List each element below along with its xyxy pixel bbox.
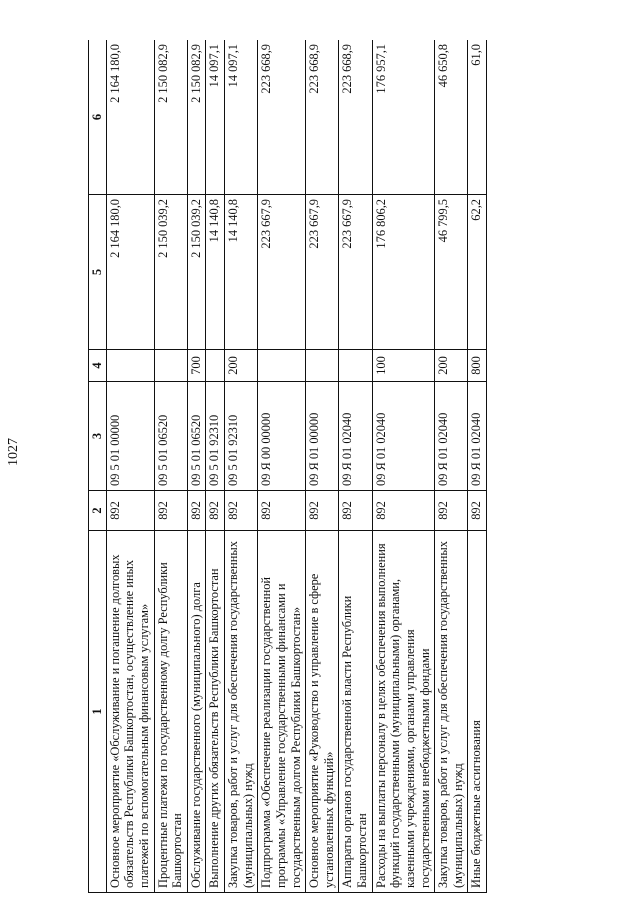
row-csr-cell: 09 Я 01 02040 bbox=[435, 382, 468, 491]
table-row bbox=[435, 40, 468, 893]
row-vr-cell bbox=[106, 350, 154, 382]
row-sum-6-cell: 223 668,9 bbox=[339, 40, 372, 195]
budget-table bbox=[88, 40, 487, 893]
row-sum-5-cell: 223 667,9 bbox=[339, 195, 372, 350]
row-csr-cell: 09 Я 00 00000 bbox=[258, 382, 306, 491]
column-header: 4 bbox=[89, 350, 107, 382]
column-header: 3 bbox=[89, 382, 107, 491]
row-vr-cell: 100 bbox=[372, 350, 435, 382]
row-sum-5-cell: 2 150 039,2 bbox=[154, 195, 187, 350]
row-ved-cell: 892 bbox=[154, 491, 187, 531]
row-name-cell: Основное мероприятие «Руководство и управление в сфере установленных функций» bbox=[306, 531, 339, 893]
column-header: 5 bbox=[89, 195, 107, 350]
row-csr-cell: 09 5 01 00000 bbox=[106, 382, 154, 491]
row-csr-cell: 09 Я 01 00000 bbox=[306, 382, 339, 491]
row-csr-cell: 09 5 01 06520 bbox=[187, 382, 206, 491]
row-csr-cell: 09 Я 01 02040 bbox=[372, 382, 435, 491]
row-vr-cell bbox=[339, 350, 372, 382]
row-sum-6-cell: 2 164 180,0 bbox=[106, 40, 154, 195]
row-name-cell: Обслуживание государственного (муниципального) долга bbox=[187, 531, 206, 893]
column-header: 6 bbox=[89, 40, 107, 195]
row-ved-cell: 892 bbox=[187, 491, 206, 531]
row-sum-5-cell: 2 150 039,2 bbox=[187, 195, 206, 350]
row-sum-6-cell: 61,0 bbox=[468, 40, 487, 195]
row-sum-5-cell: 223 667,9 bbox=[306, 195, 339, 350]
row-csr-cell: 09 5 01 06520 bbox=[154, 382, 187, 491]
row-sum-5-cell: 14 140,8 bbox=[206, 195, 225, 350]
row-sum-6-cell: 223 668,9 bbox=[306, 40, 339, 195]
row-name-cell: Процентные платежи по государственному долгу Республики Башкортостан bbox=[154, 531, 187, 893]
table-row bbox=[258, 40, 306, 893]
table-row bbox=[468, 40, 487, 893]
table-row bbox=[187, 40, 206, 893]
row-sum-5-cell: 46 799,5 bbox=[435, 195, 468, 350]
row-name-cell: Основное мероприятие «Обслуживание и погашение долговых обязательств Республики Башкортостан, осуществление иных платежей по вспомогательным финансовым услугам» bbox=[106, 531, 154, 893]
table-row bbox=[306, 40, 339, 893]
row-vr-cell bbox=[258, 350, 306, 382]
table-row bbox=[106, 40, 154, 893]
row-vr-cell bbox=[206, 350, 225, 382]
row-vr-cell: 700 bbox=[187, 350, 206, 382]
row-name-cell: Иные бюджетные ассигнования bbox=[468, 531, 487, 893]
row-sum-6-cell: 223 668,9 bbox=[258, 40, 306, 195]
row-sum-5-cell: 2 164 180,0 bbox=[106, 195, 154, 350]
row-csr-cell: 09 5 01 92310 bbox=[206, 382, 225, 491]
row-sum-5-cell: 223 667,9 bbox=[258, 195, 306, 350]
row-sum-6-cell: 14 097,1 bbox=[225, 40, 258, 195]
table-row bbox=[225, 40, 258, 893]
table-row bbox=[339, 40, 372, 893]
row-name-cell: Закупка товаров, работ и услуг для обеспечения государственных (муниципальных) нужд bbox=[435, 531, 468, 893]
row-ved-cell: 892 bbox=[339, 491, 372, 531]
table-row bbox=[206, 40, 225, 893]
row-ved-cell: 892 bbox=[372, 491, 435, 531]
row-sum-6-cell: 14 097,1 bbox=[206, 40, 225, 195]
row-ved-cell: 892 bbox=[468, 491, 487, 531]
row-sum-6-cell: 2 150 082,9 bbox=[187, 40, 206, 195]
row-name-cell: Выполнение других обязательств Республики Башкортостан bbox=[206, 531, 225, 893]
row-ved-cell: 892 bbox=[206, 491, 225, 531]
row-vr-cell: 200 bbox=[435, 350, 468, 382]
row-ved-cell: 892 bbox=[306, 491, 339, 531]
row-sum-6-cell: 176 957,1 bbox=[372, 40, 435, 195]
row-csr-cell: 09 5 01 92310 bbox=[225, 382, 258, 491]
row-vr-cell bbox=[154, 350, 187, 382]
row-name-cell: Аппараты органов государственной власти Республики Башкортостан bbox=[339, 531, 372, 893]
row-ved-cell: 892 bbox=[225, 491, 258, 531]
row-sum-6-cell: 2 150 082,9 bbox=[154, 40, 187, 195]
row-ved-cell: 892 bbox=[106, 491, 154, 531]
table-row bbox=[372, 40, 435, 893]
row-sum-5-cell: 14 140,8 bbox=[225, 195, 258, 350]
row-name-cell: Подпрограмма «Обеспечение реализации государственной программы «Управление государственными финансами и государственным долгом Республики Башкортостан» bbox=[258, 531, 306, 893]
row-ved-cell: 892 bbox=[435, 491, 468, 531]
row-name-cell: Расходы на выплаты персоналу в целях обеспечения выполнения функций государственными (муниципальными) органами, казенными учреждениями, органами управления государственными внебюджетными фондами bbox=[372, 531, 435, 893]
row-sum-6-cell: 46 650,8 bbox=[435, 40, 468, 195]
row-csr-cell: 09 Я 01 02040 bbox=[468, 382, 487, 491]
row-vr-cell: 200 bbox=[225, 350, 258, 382]
row-vr-cell bbox=[306, 350, 339, 382]
row-ved-cell: 892 bbox=[258, 491, 306, 531]
row-csr-cell: 09 Я 01 02040 bbox=[339, 382, 372, 491]
table-header-row bbox=[89, 40, 107, 893]
row-sum-5-cell: 176 806,2 bbox=[372, 195, 435, 350]
column-header: 1 bbox=[89, 531, 107, 893]
row-vr-cell: 800 bbox=[468, 350, 487, 382]
table-row bbox=[154, 40, 187, 893]
row-name-cell: Закупка товаров, работ и услуг для обеспечения государственных (муниципальных) нужд bbox=[225, 531, 258, 893]
rotated-page bbox=[88, 40, 584, 893]
column-header: 2 bbox=[89, 491, 107, 531]
row-sum-5-cell: 62,2 bbox=[468, 195, 487, 350]
page-number: 1027 bbox=[6, 438, 21, 466]
